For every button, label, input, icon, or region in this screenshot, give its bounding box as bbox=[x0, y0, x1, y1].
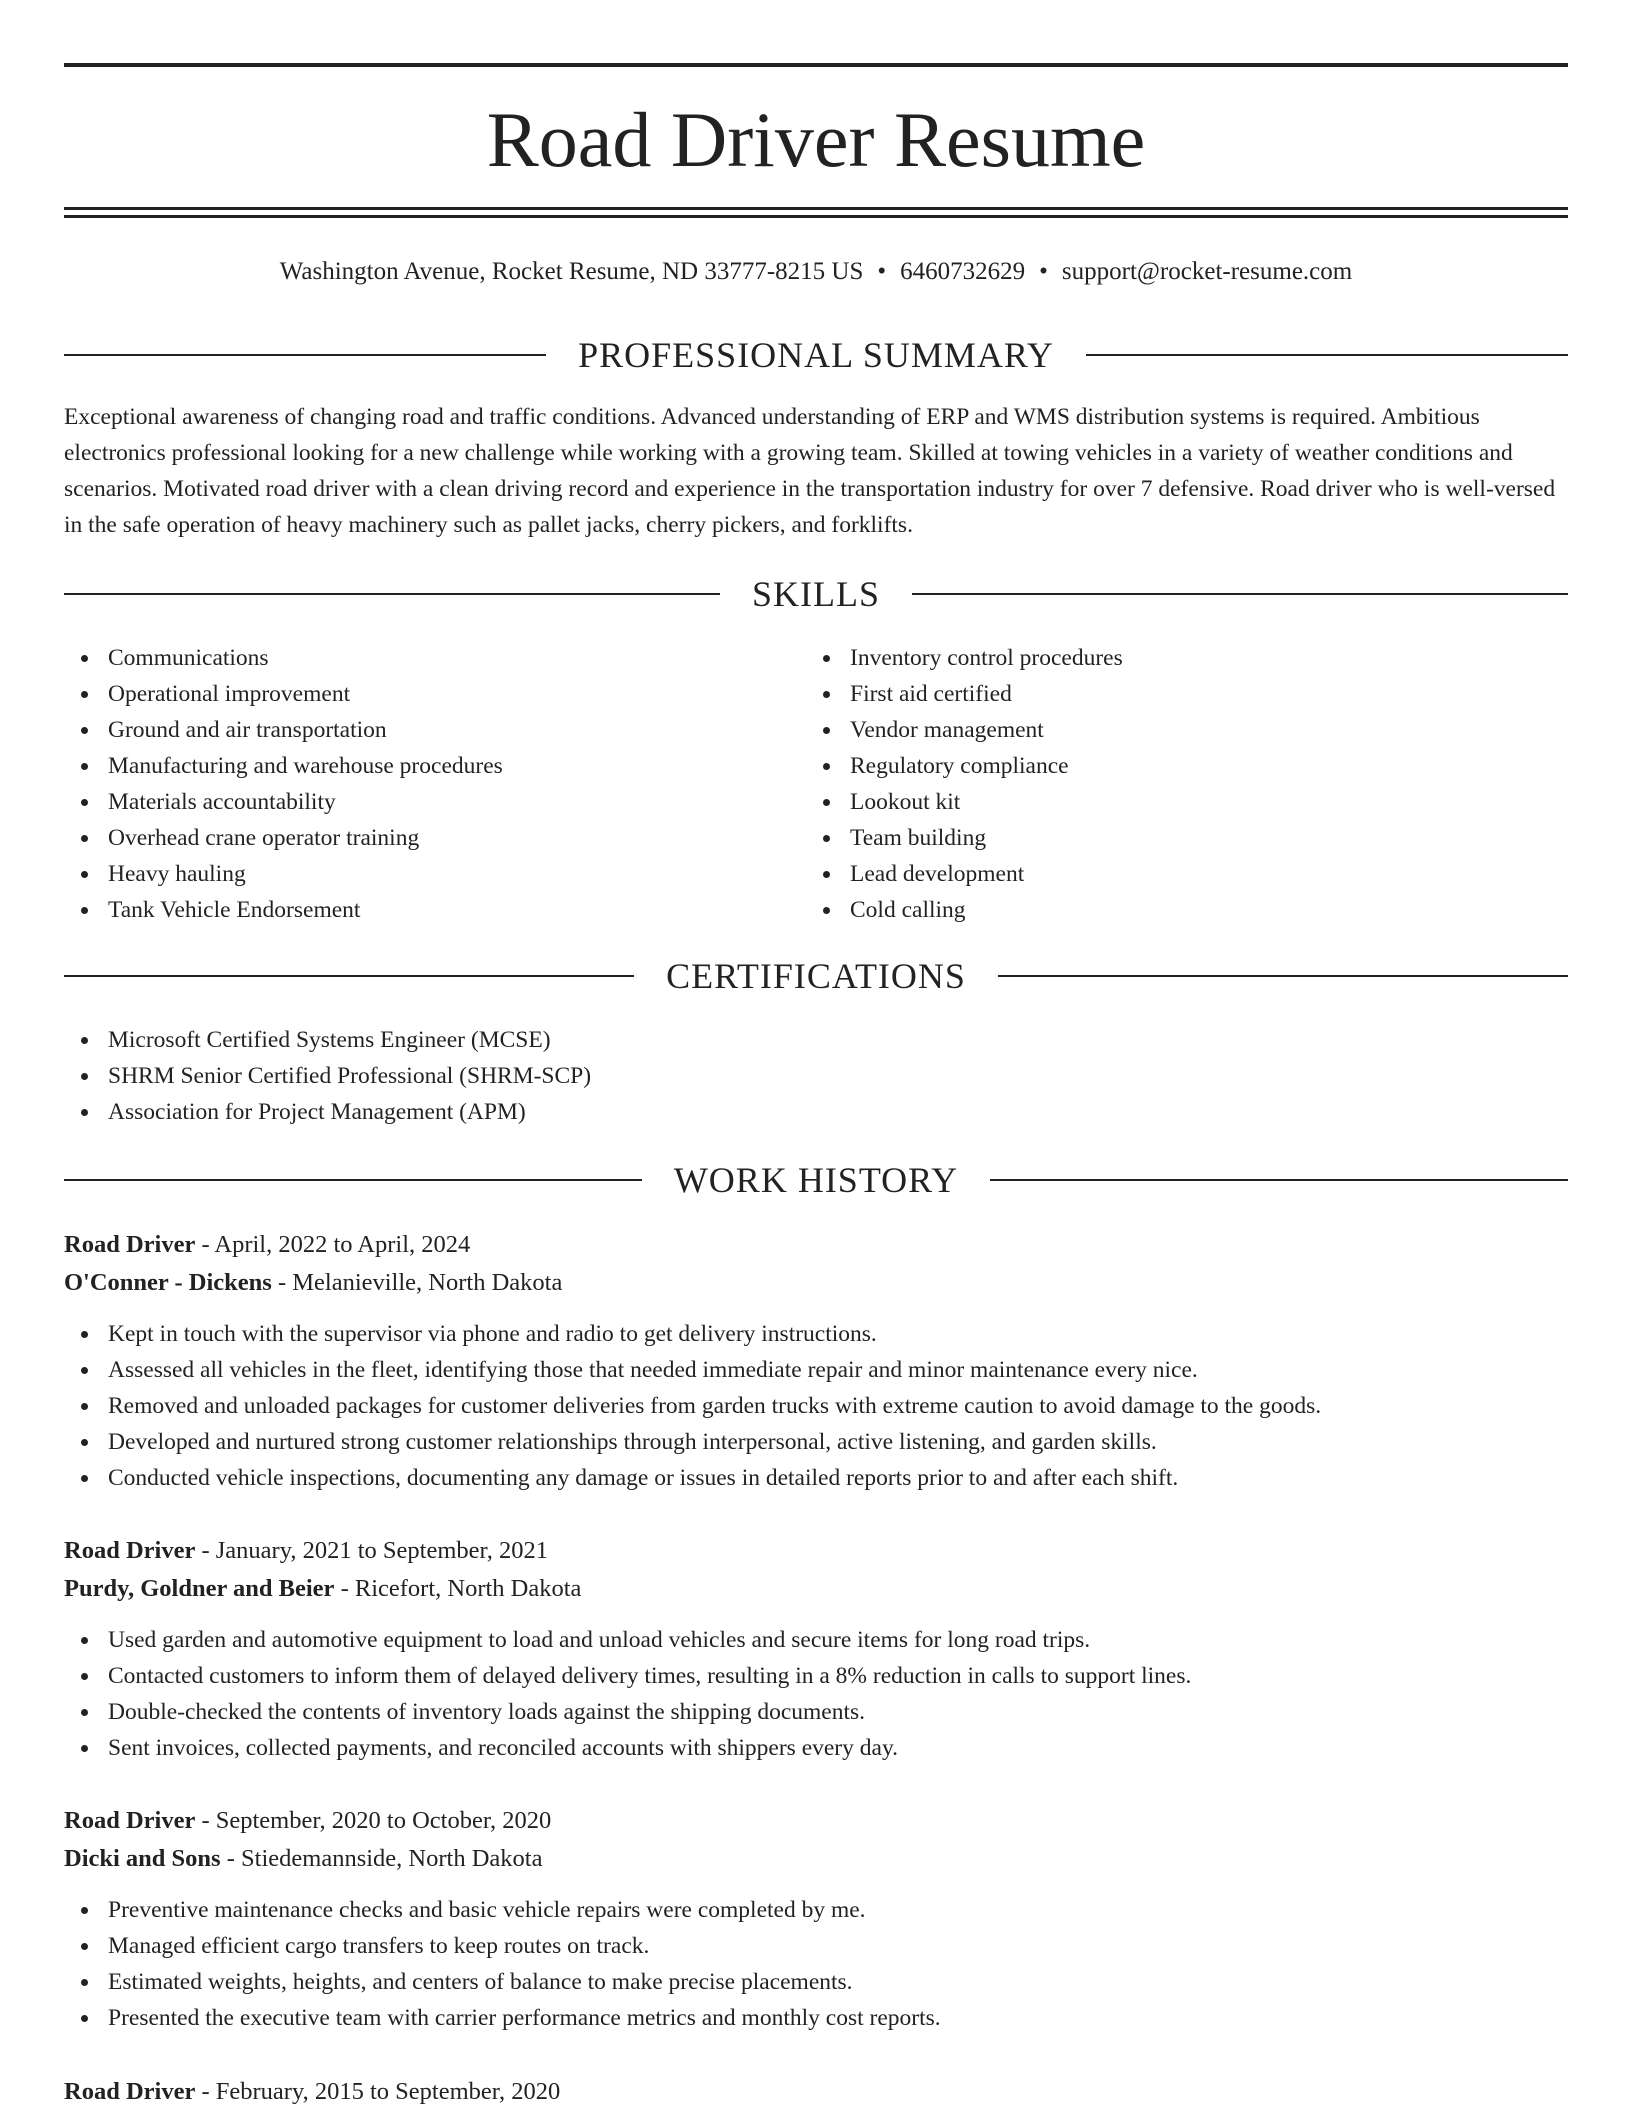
job-dates: January, 2021 to September, 2021 bbox=[215, 1537, 548, 1564]
job-duty-item: Presented the executive team with carrier performance metrics and monthly cost reports. bbox=[64, 2000, 1568, 2036]
job-duty-item: Removed and unloaded packages for customer deliveries from garden trucks with extreme caution to avoid damage to the goods. bbox=[64, 1388, 1568, 1424]
divider bbox=[64, 1179, 642, 1181]
job-location: Ricefort, North Dakota bbox=[354, 1575, 582, 1602]
skill-item: Team building bbox=[806, 820, 1546, 856]
skill-item: Lookout kit bbox=[806, 784, 1546, 820]
section-title: CERTIFICATIONS bbox=[666, 956, 966, 996]
job-company-line bbox=[64, 1840, 1568, 1878]
job-duties-list bbox=[64, 1622, 1568, 1766]
job-duty-item: Conducted vehicle inspections, documenting any damage or issues in detailed reports prior to and after each shift. bbox=[64, 1460, 1568, 1496]
job-title: Road Driver bbox=[64, 1537, 196, 1564]
job-duty-item: Double-checked the contents of inventory loads against the shipping documents. bbox=[64, 1694, 1568, 1730]
job-duties-list bbox=[64, 1316, 1568, 1496]
resume-title: Road Driver Resume bbox=[486, 96, 1146, 183]
job-duty-item: Used garden and automotive equipment to load and unload vehicles and secure items for long road trips. bbox=[64, 1622, 1568, 1658]
job-separator: - bbox=[334, 1575, 355, 1602]
job-title-line bbox=[64, 1802, 1568, 1840]
job-separator: - bbox=[271, 1269, 293, 1296]
skill-item: Manufacturing and warehouse procedures bbox=[64, 748, 804, 784]
job-entry bbox=[64, 1802, 1568, 2036]
divider bbox=[64, 593, 720, 595]
job-company: O'Conner - Dickens bbox=[64, 1269, 272, 1296]
job-separator: - bbox=[220, 1845, 242, 1872]
job-separator: - bbox=[195, 2078, 216, 2105]
job-company-line bbox=[64, 1570, 1568, 1608]
section-heading-work-history bbox=[64, 1158, 1568, 1202]
job-duty-item: Preventive maintenance checks and basic vehicle repairs were completed by me. bbox=[64, 1892, 1568, 1928]
skills-list-left bbox=[64, 640, 804, 928]
job-separator: - bbox=[195, 1807, 216, 1834]
job-duty-item: Managed efficient cargo transfers to keep routes on track. bbox=[64, 1928, 1568, 1964]
job-entry bbox=[64, 1532, 1568, 1766]
job-dates: September, 2020 to October, 2020 bbox=[215, 1807, 552, 1834]
skill-item: Heavy hauling bbox=[64, 856, 804, 892]
skill-item: Overhead crane operator training bbox=[64, 820, 804, 856]
contact-phone: 6460732629 bbox=[900, 258, 1026, 285]
job-company-line bbox=[64, 1264, 1568, 1302]
title-rule-upper bbox=[64, 207, 1568, 210]
job-title: Road Driver bbox=[64, 1231, 196, 1258]
section-title: WORK HISTORY bbox=[673, 1160, 959, 1200]
job-duty-item: Contacted customers to inform them of delayed delivery times, resulting in a 8% reduction in calls to support lines. bbox=[64, 1658, 1568, 1694]
job-entry bbox=[64, 2073, 1568, 2111]
job-title: Road Driver bbox=[64, 1807, 196, 1834]
job-duty-item: Kept in touch with the supervisor via phone and radio to get delivery instructions. bbox=[64, 1316, 1568, 1352]
contact-email: support@rocket-resume.com bbox=[1061, 258, 1353, 285]
divider bbox=[64, 975, 634, 977]
summary-text: Exceptional awareness of changing road and traffic conditions. Advanced understanding of ERP and WMS distribution systems is required. Ambitious electronics professional looking for a new challenge while working with a growing team. Skilled at towing vehicles in a variety of weather conditions and scenarios. Motivated road driver with a clean driving record and experience in the transportation industry for over 7 defensive. Road driver who is well-versed in the safe operation of heavy machinery such as pallet jacks, cherry pickers, and forklifts. bbox=[64, 404, 1556, 538]
divider bbox=[998, 975, 1568, 977]
certifications-list bbox=[64, 1022, 1568, 1130]
certification-item: Microsoft Certified Systems Engineer (MCSE) bbox=[64, 1022, 1568, 1058]
section-heading-skills bbox=[64, 572, 1568, 616]
skill-item: Communications bbox=[64, 640, 804, 676]
certification-item: SHRM Senior Certified Professional (SHRM-SCP) bbox=[64, 1058, 1568, 1094]
top-rule bbox=[64, 63, 1568, 67]
section-title: PROFESSIONAL SUMMARY bbox=[578, 335, 1054, 375]
job-duties-list bbox=[64, 1892, 1568, 2036]
job-location: Melanieville, North Dakota bbox=[292, 1269, 563, 1296]
job-company: Purdy, Goldner and Beier bbox=[64, 1575, 335, 1602]
skill-item: Operational improvement bbox=[64, 676, 804, 712]
job-title: Road Driver bbox=[64, 2078, 196, 2105]
job-separator: - bbox=[195, 1231, 215, 1258]
skill-item: Lead development bbox=[806, 856, 1546, 892]
job-separator: - bbox=[195, 1537, 216, 1564]
skills-list-right bbox=[806, 640, 1546, 928]
skill-item: Inventory control procedures bbox=[806, 640, 1546, 676]
skill-item: Tank Vehicle Endorsement bbox=[64, 892, 804, 928]
job-company: Dicki and Sons bbox=[64, 1845, 221, 1872]
job-duty-item: Assessed all vehicles in the fleet, identifying those that needed immediate repair and minor maintenance every nice. bbox=[64, 1352, 1568, 1388]
job-title-line bbox=[64, 1532, 1568, 1570]
divider bbox=[990, 1179, 1568, 1181]
contact-line bbox=[64, 254, 1568, 290]
section-heading-certifications bbox=[64, 954, 1568, 998]
skill-item: Regulatory compliance bbox=[806, 748, 1546, 784]
job-location: Stiedemannside, North Dakota bbox=[241, 1845, 543, 1872]
title-rule-lower bbox=[64, 215, 1568, 218]
skill-item: Ground and air transportation bbox=[64, 712, 804, 748]
section-heading-summary bbox=[64, 333, 1568, 377]
contact-separator: • bbox=[1039, 258, 1048, 285]
skill-item: First aid certified bbox=[806, 676, 1546, 712]
skill-item: Vendor management bbox=[806, 712, 1546, 748]
job-title-line bbox=[64, 2073, 1568, 2111]
divider bbox=[1086, 354, 1568, 356]
section-title: SKILLS bbox=[752, 574, 881, 614]
certification-item: Association for Project Management (APM) bbox=[64, 1094, 1568, 1130]
skill-item: Cold calling bbox=[806, 892, 1546, 928]
skill-item: Materials accountability bbox=[64, 784, 804, 820]
job-dates: April, 2022 to April, 2024 bbox=[214, 1231, 471, 1258]
contact-separator: • bbox=[877, 258, 887, 285]
divider bbox=[912, 593, 1568, 595]
job-duty-item: Estimated weights, heights, and centers of balance to make precise placements. bbox=[64, 1964, 1568, 2000]
job-duty-item: Developed and nurtured strong customer relationships through interpersonal, active listening, and garden skills. bbox=[64, 1424, 1568, 1460]
divider bbox=[64, 354, 546, 356]
job-title-line bbox=[64, 1226, 1568, 1264]
job-dates: February, 2015 to September, 2020 bbox=[215, 2078, 561, 2105]
job-entry bbox=[64, 1226, 1568, 1496]
job-duty-item: Sent invoices, collected payments, and reconciled accounts with shippers every day. bbox=[64, 1730, 1568, 1766]
contact-address: Washington Avenue, Rocket Resume, ND 33777-8215 US bbox=[279, 258, 864, 285]
